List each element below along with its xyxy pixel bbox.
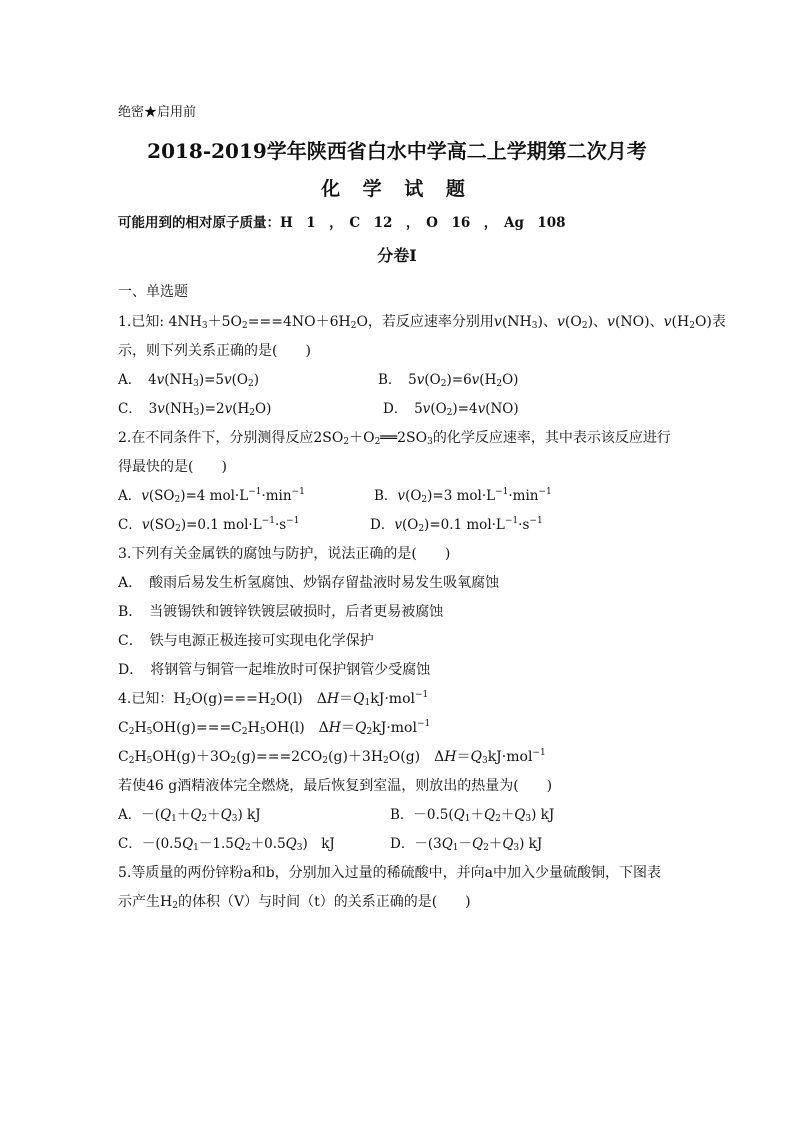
q2-option-c: C．$v(SO_2)=0.1$ $mol\cdot L^{-1}\cdot s^{-1}$ (118, 516, 300, 534)
volume-heading: 分卷I (377, 246, 417, 265)
q1-stem-line2: 示，则下列关系正确的是( ) (118, 343, 311, 359)
q1-option-c: C． $3v(NH_3)=2v(H_2O)$ (118, 401, 272, 418)
exam-title: 2018-2019学年陕西省白水中学高二上学期第二次月考 (147, 139, 647, 163)
q4-stem: 若使46 g酒精液体完全燃烧，最后恢复到室温，则放出的热量为( ) (118, 778, 553, 794)
q4-option-c: C．$-(0.5Q_1-1.5Q_2+0.5Q_3)$ kJ (118, 836, 335, 853)
atomic-masses-line (118, 213, 676, 233)
q5-stem-line2-a: 示产生H (118, 894, 173, 910)
q4-option-b: B．$-0.5(Q_1+Q_2+Q_3)$ kJ (390, 807, 555, 824)
q4-eq3: $C_2H_5OH(g)+3O_2(g)===2CO_2(g)+3H_2O(g)$ $\Delta H=Q_3kJ\cdot mol^{-1}$ (118, 748, 546, 766)
q5-stem-line2-b: 的体积（V）与时间（t）的关系正确的是( ) (177, 894, 471, 910)
q2-option-d: D．$v(O_2)=0.1$ $mol\cdot L^{-1}\cdot s^{-1}$ (370, 516, 543, 534)
q1-option-d: D． $5v(O_2)=4v(NO)$ (383, 401, 519, 418)
q2-option-b: B．$v(O_2)=3$ $mol\cdot L^{-1}\cdot\min^{-1}$ (374, 487, 552, 505)
q1-stem: 1.已知: $4NH_3+5O_2===4NO+6H_2O$，若反应速率分别用$v(NH_3)$、$v(O_2)$、v(NO)、$v(H_2O)$表 (118, 314, 726, 331)
q3-option-c: C． 铁与电源正极连接可实现电化学保护 (118, 633, 374, 649)
q1-option-b: B． $5v(O_2)=6v(H_2O)$ (378, 372, 519, 389)
confidential-label: 绝密★启用前 (118, 105, 197, 120)
q5-stem-line2: 示产生$H_2$的体积（V）与时间（t）的关系正确的是( ) (118, 894, 471, 911)
q5-stem: 5.等质量的两份锌粉a和b，分别加入过量的稀硫酸中，并向a中加入少量硫酸铜，下图表 (118, 865, 662, 881)
q4-eq2: $C_2H_5OH(g)===C_2H_5OH(l)$ $\Delta H=Q_2kJ\cdot mol^{-1}$ (118, 719, 431, 737)
q3-stem: 3.下列有关金属铁的腐蚀与防护，说法正确的是( ) (118, 546, 451, 562)
atomic-masses-label: 可能用到的相对原子质量： (118, 215, 280, 231)
atomic-masses-values: H 1 ， C 12 ， O 16 ， Ag 108 (280, 215, 566, 231)
q3-option-a: A． 酸雨后易发生析氢腐蚀、炒锅存留盐液时易发生吸氧腐蚀 (118, 575, 500, 591)
q4-option-a: A．$-(Q_1+Q_2+Q_3)$ kJ (118, 807, 261, 824)
q1-option-a: A． $4v(NH_3)=5v(O_2)$ (118, 372, 259, 389)
q4-eq1: 4.已知：$H_2O(g)===H_2O(l)$ $\Delta H=Q_1kJ\cdot mol^{-1}$ (118, 690, 429, 708)
section-title: 一、单选题 (118, 284, 188, 300)
q4-option-d: D．$-(3Q_1-Q_2+Q_3)$ kJ (390, 836, 543, 853)
q3-option-d: D． 将钢管与铜管一起堆放时可保护钢管少受腐蚀 (118, 662, 431, 678)
q2-stem: 2.在不同条件下，分别测得反应$2SO_2+O_2══2SO_3$的化学反应速率，其中表示该反应进行 (118, 430, 671, 447)
exam-subject: 化 学 试 题 (321, 178, 473, 200)
q2-stem-line2: 得最快的是( ) (118, 459, 227, 475)
q2-option-a: A．$v(SO_2)=4$ $mol\cdot L^{-1}\cdot\min^{-1}$ (118, 487, 305, 505)
q3-option-b: B． 当镀锡铁和镀锌铁镀层破损时，后者更易被腐蚀 (118, 604, 444, 620)
